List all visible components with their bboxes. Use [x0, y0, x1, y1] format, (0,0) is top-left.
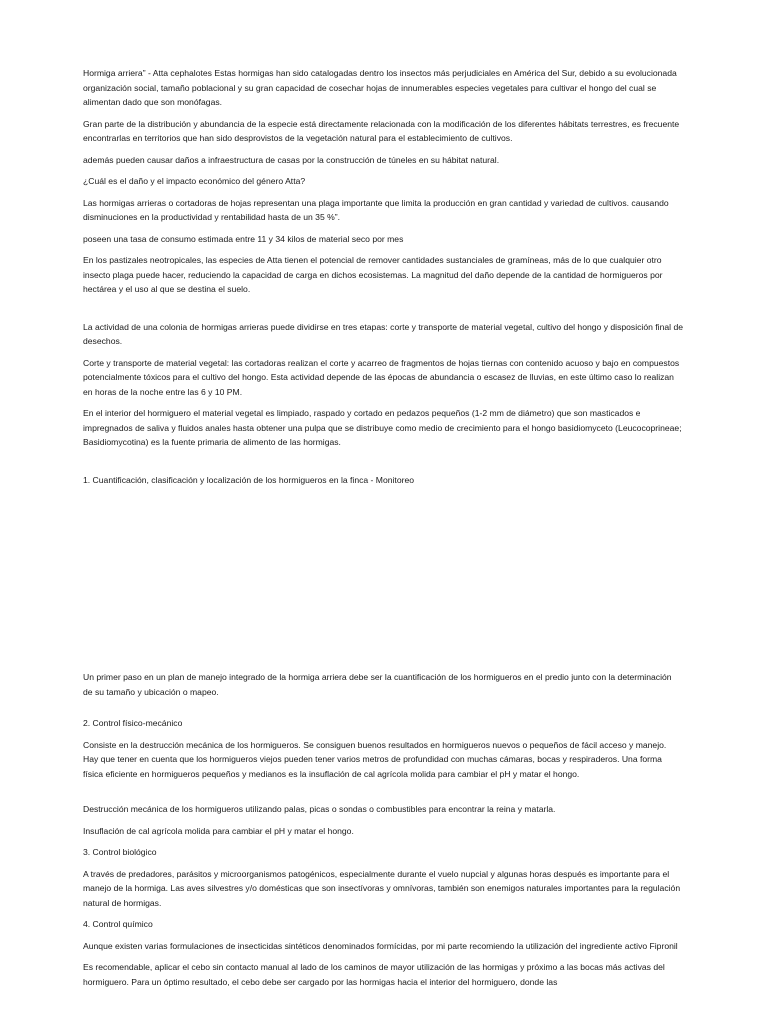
heading-monitoring: 1. Cuantificación, clasificación y localización de los hormigueros en la finca - Monitoreo: [83, 474, 415, 485]
spacer: [83, 706, 683, 716]
paragraph-mechanical-destruction: Destrucción mecánica de los hormigueros utilizando palas, picas o sondas o combustibles para encontrar la reina y matarla.: [83, 804, 556, 814]
heading-biological-control: 3. Control biológico: [83, 847, 157, 857]
paragraph-colony-activity: La actividad de una colonia de hormigas arrieras puede dividirse en tres etapas: corte y transporte de material vegetal, cultivo del hongo y disposición final de desechos.: [83, 321, 684, 346]
spacer: [83, 788, 683, 802]
heading-chemical-control: 4. Control químico: [83, 919, 153, 929]
paragraph-fungus-cultivation: En el interior del hormiguero el material vegetal es limpiado, raspado y cortado en pedazos pequeños (1-2 mm de diámetro) que son masticados e impregnados de saliva y fluidos anales hasta obtener una pulpa que se distribuye como medio de crecimiento para el hongo basidiomyceto (Leucocoprineae; Basidiomycotina) es la fuente primaria de alimento de las hormigas.: [83, 408, 682, 447]
heading-damage-question: ¿Cuál es el daño y el impacto económico del género Atta?: [83, 176, 306, 186]
spacer: [83, 304, 683, 320]
spacer-blank-area: [83, 494, 683, 670]
paragraph-biological-control: A través de predadores, parásitos y microorganismos patogénicos, especialmente durante el vuelo nupcial y algunas horas después es importante para el manejo de la hormiga. Las aves silvestres y/o domésticas que son insectívoras y omnívoras, también son enemigos naturales importantes para la regulación natural de hormigas.: [83, 868, 681, 908]
paragraph-pastures: En los pastizales neotropicales, las especies de Atta tienen el potencial de remover cantidades sustanciales de gramíneas, más de lo que cualquier otro insecto plaga puede hacer, reduciendo la capacidad de carga en dichos ecosistemas. La magnitud del daño depende de la cantidad de hormigueros por hectárea y el uso al que se destina el suelo.: [83, 255, 663, 294]
paragraph-cutting-transport: Corte y transporte de material vegetal: las cortadoras realizan el corte y acarreo de fragmentos de hojas tiernas con contenido acuoso y bajo en compuestos potencialmente tóxicos para el cultivo del hongo. Esta actividad depende de las épocas de abundancia o escasez de lluvias, en este último caso lo realizan en horas de la noche entre las 6 y 10 PM.: [83, 357, 680, 397]
document-page: [83, 66, 683, 996]
paragraph-lime-insufflation: Insuflación de cal agrícola molida para cambiar el pH y matar el hongo.: [83, 825, 354, 836]
paragraph-bait-application: Es recomendable, aplicar el cebo sin contacto manual al lado de los caminos de mayor utilización de las hormigas y próximo a las bocas más activas del hormiguero. Para un óptimo resultado, el cebo debe ser cargado por las hormigas hacia el interior del hormiguero, donde las: [83, 962, 665, 987]
paragraph-formicides: Aunque existen varias formulaciones de insecticidas sintéticos denominados formícidas, por mi parte recomiendo la utilización del ingrediente activo Fipronil: [83, 940, 678, 951]
spacer: [83, 457, 683, 473]
paragraph-intro: Hormiga arriera” - Atta cephalotes Estas hormigas han sido catalogadas dentro los insectos más perjudiciales en América del Sur, debido a su evolucionada organización social, tamaño poblacional y su gran capacidad de cosechar hojas de innumerables especies vegetales para cultivar el hongo del cual se alimentan dado que son monófagas.: [83, 68, 677, 107]
paragraph-physical-control: Consiste en la destrucción mecánica de los hormigueros. Se consiguen buenos resultados en hormigueros nuevos o pequeños de fácil acceso y manejo. Hay que tener en cuenta que los hormigueros viejos pueden tener varios metros de profundidad con muchas cámaras, bocas y respiraderos. Una forma física eficiente en hormigueros pequeños y medianos es la insuflación de cal agrícola molida para cambiar el pH y matar el hongo.: [83, 739, 667, 779]
heading-physical-control: 2. Control físico-mecánico: [83, 718, 183, 728]
paragraph-consumption: poseen una tasa de consumo estimada entre 11 y 34 kilos de material seco por mes: [83, 233, 404, 244]
paragraph-first-step: Un primer paso en un plan de manejo integrado de la hormiga arriera debe ser la cuantificación de los hormigueros en el predio junto con la determinación de su tamaño y ubicación o mapeo.: [83, 672, 672, 697]
paragraph-plague: Las hormigas arrieras o cortadoras de hojas representan una plaga importante que limita la producción en gran cantidad y variedad de cultivos. causando disminuciones en la productividad y rentabilidad hasta de un 35 %”.: [83, 197, 669, 222]
paragraph-infrastructure: además pueden causar daños a infraestructura de casas por la construcción de túneles en su hábitat natural.: [83, 154, 500, 165]
paragraph-distribution: Gran parte de la distribución y abundancia de la especie está directamente relacionada con la modificación de los diferentes hábitats terrestres, es frecuente encontrarlas en territorios que han sido desprovistos de la vegetación natural para el establecimiento de cultivos.: [83, 118, 680, 143]
